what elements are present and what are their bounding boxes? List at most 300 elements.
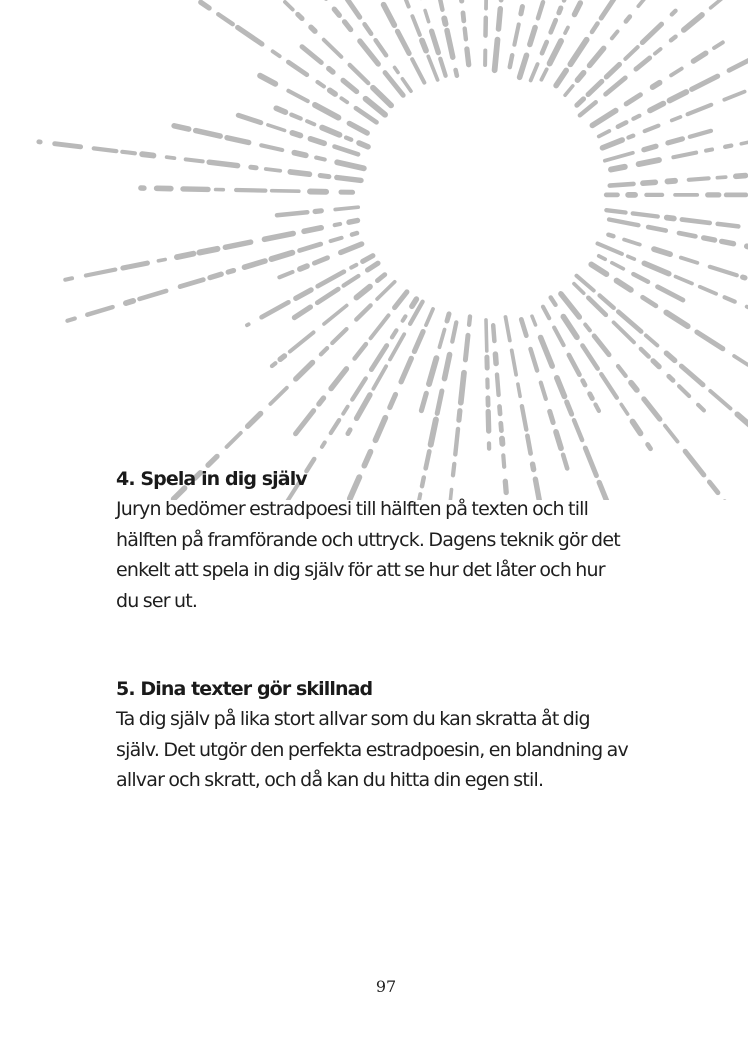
- sunburst-dash: [225, 242, 250, 247]
- sunburst-dash: [554, 328, 563, 346]
- sunburst-dash: [272, 191, 299, 192]
- sunburst-dash: [561, 294, 579, 317]
- sunburst-dash: [556, 70, 566, 85]
- sunburst-dash: [722, 241, 734, 243]
- sunburst-dash: [167, 157, 175, 158]
- sunburst-dash: [592, 111, 615, 126]
- sunburst-dash: [201, 2, 209, 8]
- sunburst-dash: [294, 307, 310, 318]
- sunburst-dash: [337, 162, 364, 168]
- sunburst-dash: [521, 319, 526, 335]
- sunburst-dash: [412, 16, 419, 35]
- sunburst-dash: [697, 332, 723, 349]
- sunburst-dash: [725, 297, 735, 301]
- section-4-heading: 4. Spela in dig själv: [116, 468, 307, 490]
- sunburst-dash: [307, 121, 314, 124]
- sunburst-dash: [542, 42, 547, 53]
- sunburst-dash: [608, 235, 613, 237]
- sunburst-dash: [377, 282, 395, 299]
- sunburst-dash: [538, 2, 543, 18]
- sunburst-dash: [363, 256, 373, 262]
- sunburst-dash: [392, 330, 396, 337]
- section-4: [116, 464, 656, 616]
- sunburst-dash: [590, 48, 604, 65]
- sunburst-dash: [671, 37, 676, 41]
- sunburst-dash: [693, 53, 705, 61]
- sunburst-dash: [642, 24, 661, 42]
- sunburst-ray: [390, 0, 437, 80]
- sunburst-dash: [543, 307, 549, 319]
- sunburst-dash: [580, 102, 596, 115]
- sunburst-dash: [227, 138, 249, 143]
- sunburst-dash: [465, 29, 466, 40]
- sunburst-ray: [580, 0, 748, 115]
- sunburst-dash: [432, 31, 439, 52]
- sunburst-dash: [495, 354, 496, 363]
- sunburst-dash: [447, 31, 453, 58]
- sunburst-dash: [646, 336, 657, 346]
- sunburst-dash: [624, 240, 640, 245]
- sunburst-dash: [565, 28, 568, 34]
- sunburst-dash: [355, 344, 366, 358]
- sunburst-dash: [300, 266, 307, 269]
- sunburst-dash: [288, 91, 307, 101]
- sunburst-dash: [300, 244, 321, 250]
- sunburst-dash: [495, 40, 498, 71]
- sunburst-dash: [186, 159, 203, 161]
- sunburst-dash: [349, 123, 367, 133]
- sunburst-dash: [583, 381, 585, 385]
- sunburst-dash: [583, 346, 598, 369]
- sunburst-dash: [556, 432, 561, 448]
- sunburst-dash: [321, 348, 327, 354]
- sunburst-dash: [426, 309, 433, 325]
- sunburst-dash: [724, 92, 744, 100]
- sunburst-dash: [183, 189, 208, 190]
- sunburst-dash: [714, 42, 723, 48]
- sunburst-dash: [335, 147, 359, 155]
- sunburst-dash: [322, 128, 339, 135]
- sunburst-icon: [0, 0, 748, 500]
- sunburst-dash: [356, 108, 377, 122]
- sunburst-dash: [665, 426, 678, 442]
- sunburst-dash: [673, 153, 696, 158]
- sunburst-dash: [643, 182, 655, 183]
- sunburst-dash: [360, 41, 378, 64]
- sunburst-dash: [488, 412, 489, 432]
- sunburst-dash: [486, 320, 487, 351]
- sunburst-ray: [201, 2, 377, 122]
- sunburst-dash: [564, 0, 574, 1]
- sunburst-dash: [304, 228, 321, 232]
- sunburst-dash: [522, 406, 526, 429]
- sunburst-dash: [532, 316, 536, 325]
- sunburst-ray: [605, 131, 711, 161]
- sunburst-dash: [177, 254, 194, 257]
- sunburst-dash: [371, 315, 389, 338]
- sunburst-dash: [356, 305, 370, 319]
- sunburst-dash: [709, 482, 718, 493]
- sunburst-dash: [565, 86, 573, 95]
- sunburst-dash: [669, 376, 673, 380]
- sunburst-dash: [521, 7, 523, 14]
- sunburst-dash: [512, 350, 516, 374]
- sunburst-dash: [445, 355, 450, 379]
- sunburst-dash: [636, 58, 650, 69]
- sunburst-dash: [638, 0, 654, 6]
- sunburst-dash: [570, 40, 586, 64]
- sunburst-dash: [506, 317, 510, 341]
- sunburst-dash: [658, 287, 683, 300]
- sunburst-dash: [245, 261, 266, 267]
- sunburst-dash: [366, 99, 385, 115]
- sunburst-dash: [403, 316, 406, 320]
- sunburst-dash: [401, 358, 411, 381]
- sunburst-dash: [541, 383, 546, 399]
- sunburst-dash: [650, 104, 663, 111]
- sunburst-dash: [644, 263, 669, 273]
- sunburst-dash: [349, 221, 358, 223]
- sunburst-dash: [311, 27, 315, 31]
- sunburst-dash: [260, 76, 275, 84]
- sunburst-dash: [398, 31, 410, 53]
- sunburst-dash: [348, 430, 350, 434]
- sunburst-dash: [551, 298, 556, 305]
- sunburst-dash: [459, 411, 460, 421]
- sunburst-dash: [359, 143, 368, 147]
- sunburst-dash: [606, 65, 619, 77]
- sunburst-dash: [575, 3, 581, 15]
- sunburst-ray: [39, 142, 361, 181]
- sunburst-dash: [574, 284, 584, 294]
- sunburst-dash: [368, 263, 379, 270]
- sunburst-dash: [55, 144, 81, 147]
- sunburst-dash: [590, 394, 592, 399]
- sunburst-dash: [648, 445, 651, 449]
- sunburst-dash: [395, 292, 407, 308]
- sunburst-dash: [265, 234, 294, 240]
- sunburst-dash: [626, 95, 640, 104]
- sunburst-ray: [279, 244, 361, 277]
- sunburst-dash: [469, 317, 470, 325]
- sunburst-dash: [421, 393, 426, 410]
- sunburst-dash: [288, 62, 306, 75]
- sunburst-dash: [563, 317, 577, 338]
- sunburst-dash: [601, 0, 614, 18]
- sunburst-dash: [345, 22, 351, 30]
- sunburst-dash: [422, 41, 426, 51]
- sunburst-dash: [310, 139, 324, 144]
- sunburst-dash: [429, 358, 436, 384]
- sunburst-dash: [574, 420, 582, 440]
- sunburst-dash: [717, 177, 725, 178]
- sunburst-dash: [436, 0, 442, 10]
- sunburst-ray: [577, 11, 676, 105]
- sunburst-dash: [692, 76, 718, 89]
- sunburst-dash: [681, 366, 703, 385]
- sunburst-dash: [174, 126, 189, 129]
- sunburst-dash: [412, 299, 417, 306]
- sunburst-ray: [272, 275, 385, 366]
- sunburst-dash: [700, 287, 716, 294]
- sunburst-ray: [421, 314, 449, 411]
- sunburst-dash: [706, 150, 712, 151]
- sunburst-dash: [296, 290, 311, 298]
- sunburst-dash: [633, 274, 648, 282]
- sunburst-dash: [591, 264, 606, 274]
- sunburst-dash: [456, 70, 457, 76]
- sunburst-dash: [140, 291, 167, 299]
- sunburst-dash: [365, 24, 372, 33]
- sunburst-dash: [273, 51, 280, 56]
- sunburst-dash: [550, 41, 561, 64]
- sunburst-dash: [341, 244, 362, 253]
- sunburst-dash: [710, 267, 737, 276]
- sunburst-dash: [718, 224, 739, 227]
- sunburst-dash: [704, 238, 715, 240]
- sunburst-dash: [455, 429, 458, 455]
- sunburst-dash: [376, 40, 387, 55]
- sunburst-ray: [551, 298, 651, 449]
- sunburst-dash: [210, 274, 221, 277]
- sunburst-dash: [324, 40, 342, 57]
- sunburst-dash: [292, 133, 300, 136]
- sunburst-dash: [666, 353, 674, 360]
- sunburst-dash: [633, 213, 658, 216]
- sunburst-dash: [679, 386, 689, 396]
- sunburst-dash: [501, 423, 502, 430]
- sunburst-dash: [577, 99, 584, 105]
- sunburst-dash: [682, 220, 710, 223]
- sunburst-dash: [343, 407, 347, 414]
- sunburst-dash: [676, 277, 693, 284]
- sunburst-dash: [294, 153, 306, 156]
- sunburst-dash: [180, 280, 203, 287]
- sunburst-dash: [67, 319, 74, 321]
- sunburst-dash: [688, 105, 712, 114]
- sunburst-dash: [324, 306, 347, 324]
- sunburst-dash: [648, 227, 666, 230]
- sunburst-dash: [668, 181, 676, 182]
- sunburst-dash: [654, 249, 670, 254]
- sunburst-dash: [268, 125, 285, 130]
- sunburst-dash: [611, 167, 625, 170]
- sunburst-dash: [404, 0, 408, 7]
- sunburst-dash: [331, 420, 339, 433]
- sunburst-dash: [122, 152, 135, 154]
- sunburst-dash: [318, 272, 344, 287]
- sunburst-dash: [653, 361, 659, 367]
- sunburst-dash: [729, 57, 748, 71]
- sunburst-dash: [599, 256, 605, 259]
- sunburst-dash: [290, 332, 314, 351]
- sunburst-dash: [625, 47, 637, 59]
- sunburst-dash: [594, 336, 609, 355]
- sunburst-dash: [384, 5, 395, 25]
- sunburst-dash: [261, 145, 282, 150]
- sunburst-dash: [737, 414, 748, 424]
- sunburst-dash: [320, 176, 329, 177]
- sunburst-dash: [402, 79, 411, 91]
- sunburst-dash: [725, 146, 731, 147]
- sunburst-dash: [285, 2, 293, 10]
- sunburst-dash: [302, 47, 321, 63]
- sunburst-dash: [123, 263, 147, 268]
- sunburst-dash: [357, 395, 370, 418]
- sunburst-dash: [251, 167, 256, 168]
- sunburst-dash: [689, 178, 709, 180]
- sunburst-dash: [272, 253, 293, 259]
- sunburst-dash: [499, 9, 501, 29]
- sunburst-dash: [314, 258, 327, 263]
- sunburst-dash: [238, 115, 260, 122]
- sunburst-dash: [315, 105, 338, 118]
- sunburst-dash: [618, 366, 626, 376]
- sunburst-dash: [218, 14, 232, 24]
- sunburst-dash: [158, 260, 165, 261]
- sunburst-ray: [247, 256, 373, 326]
- sunburst-dash: [87, 307, 112, 315]
- sunburst-dash: [142, 154, 153, 155]
- sunburst-dash: [452, 322, 456, 341]
- sunburst-dash: [743, 277, 745, 278]
- sunburst-dash: [440, 330, 445, 348]
- sunburst-ray: [67, 233, 357, 321]
- sunburst-dash: [290, 172, 309, 174]
- sunburst-dash: [331, 238, 342, 241]
- section-4-line-1: Juryn bedömer estradpoesi till hälften på texten och till: [116, 498, 589, 520]
- sunburst-dash: [698, 405, 704, 411]
- sunburst-dash: [463, 13, 464, 21]
- sunburst-dash: [460, 0, 462, 1]
- sunburst-dash: [606, 210, 625, 212]
- sunburst-dash: [272, 363, 275, 366]
- sunburst-dash: [262, 302, 289, 317]
- sunburst-dash: [639, 160, 659, 164]
- sunburst-dash: [734, 356, 748, 365]
- sunburst-dash: [557, 378, 565, 396]
- sunburst-dash: [347, 0, 359, 17]
- sunburst-dash: [414, 332, 423, 352]
- sunburst-ray: [577, 276, 748, 437]
- sunburst-dash: [601, 374, 617, 398]
- sunburst-dash: [541, 69, 546, 79]
- sunburst-dash: [337, 178, 361, 181]
- sunburst-dash: [318, 82, 324, 86]
- sunburst-dash: [600, 296, 614, 308]
- sunburst-dash: [531, 349, 538, 371]
- sunburst-dash: [541, 338, 553, 367]
- sunburst-dash: [531, 64, 538, 80]
- sunburst-dash: [653, 83, 660, 87]
- sunburst-dash: [497, 375, 499, 395]
- sunburst-dash: [514, 25, 518, 45]
- sunburst-dash: [520, 55, 527, 77]
- sunburst-dash: [711, 0, 726, 8]
- sunburst-dash: [200, 249, 218, 253]
- sunburst-dash: [628, 256, 635, 259]
- sunburst-dash: [227, 433, 241, 447]
- sunburst-dash: [352, 379, 365, 400]
- sunburst-ray: [510, 0, 566, 67]
- sunburst-dash: [412, 59, 424, 82]
- sunburst-ray: [453, 0, 469, 65]
- sunburst-dash: [626, 17, 630, 22]
- sunburst-ray: [598, 244, 748, 361]
- sunburst-dash: [440, 59, 445, 76]
- sunburst-dash: [296, 411, 314, 434]
- sunburst-dash: [588, 81, 602, 94]
- sunburst-ray: [610, 174, 748, 186]
- sunburst-dash: [331, 369, 346, 389]
- sunburst-dash: [567, 402, 572, 414]
- sunburst-ray: [599, 256, 683, 300]
- sunburst-dash: [376, 418, 386, 440]
- sunburst-dash: [550, 411, 553, 422]
- sunburst-dash: [335, 207, 358, 209]
- sunburst-dash: [741, 142, 748, 144]
- sunburst-dash: [330, 90, 335, 94]
- sunburst-dash: [428, 56, 437, 80]
- sunburst-dash: [291, 115, 300, 119]
- sunburst-dash: [679, 233, 695, 236]
- sunburst-dash: [86, 270, 115, 276]
- sunburst-dash: [645, 126, 659, 131]
- sunburst-dash: [612, 32, 618, 39]
- sunburst-dash: [671, 69, 682, 76]
- sunburst-dash: [296, 363, 313, 379]
- sunburst-dash: [666, 313, 687, 327]
- sunburst-ray: [277, 207, 358, 215]
- sunburst-dash: [551, 20, 556, 32]
- sunburst-dash: [276, 108, 285, 112]
- sunburst-dash: [672, 11, 676, 15]
- sunburst-dash: [279, 272, 292, 277]
- sunburst-dash: [461, 373, 464, 403]
- sunburst-dash: [467, 49, 469, 65]
- sunburst-dash: [277, 212, 307, 215]
- sunburst-dash: [266, 169, 280, 171]
- sunburst-dash: [238, 28, 262, 45]
- sunburst-dash: [316, 158, 325, 160]
- sunburst-dash: [209, 162, 237, 165]
- sunburst-dash: [644, 146, 656, 149]
- sunburst-dash: [559, 8, 561, 13]
- sunburst-dash: [605, 153, 633, 161]
- sunburst-dash: [668, 139, 683, 143]
- sunburst-dash: [603, 140, 623, 148]
- section-5-line-3: allvar och skratt, och då kan du hitta din egen stil.: [116, 769, 544, 791]
- sunburst-ray: [65, 221, 357, 280]
- sunburst-dash: [500, 407, 501, 414]
- sunburst-dash: [633, 422, 641, 434]
- sunburst-dash: [596, 405, 599, 411]
- sunburst-dash: [617, 281, 631, 290]
- sunburst-dash: [684, 15, 702, 30]
- sunburst-dash: [385, 73, 403, 96]
- sunburst-dash: [670, 92, 687, 101]
- sunburst-dash: [444, 19, 445, 24]
- sunburst-dash: [530, 28, 535, 45]
- sunburst-dash: [390, 395, 396, 408]
- sunburst-dash: [357, 287, 370, 298]
- sunburst-dash: [373, 366, 386, 388]
- sunburst-dash: [270, 388, 286, 404]
- sunburst-dash: [598, 244, 622, 254]
- sunburst-dash: [352, 233, 357, 235]
- sunburst-dash: [437, 391, 442, 413]
- sunburst-dash: [341, 98, 347, 102]
